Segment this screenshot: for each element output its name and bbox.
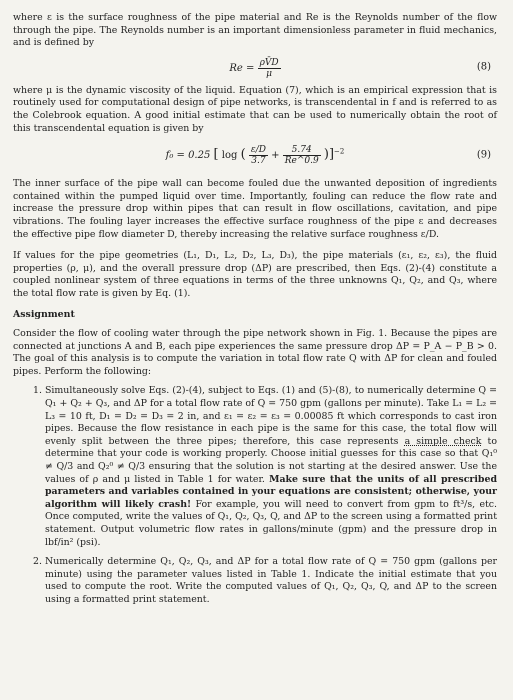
paragraph-colebrook: where μ is the dynamic viscosity of the liquid. Equation (7), which is an empirical expression that is routinely used for computational design of pipe networks, is transcendental in f and is referred to as the Colebrook equation. A good initial estimate that can be used to numerically obtain the root of this transcendental equation is given by (13, 84, 497, 134)
eq9-log: log (221, 150, 238, 162)
paragraph-assignment: Consider the flow of cooling water through the pipe network shown in Fig. 1. Because the pipes are connected at junctions A and B, each pipe experiences the same pressure drop ΔP = P_A − P_B > 0. The goal of this analysis is to compute the variation in total flow rate Q with ΔP for clean and fouled pipes. Perform the following: (13, 328, 497, 377)
list-item (33, 385, 497, 549)
eq9-fraction-1 (249, 145, 268, 166)
task-list (33, 385, 497, 606)
eq9-lhs: f₀ = 0.25 (165, 150, 211, 162)
list-item-number: 1. (33, 385, 42, 397)
intro-paragraph: where ε is the surface roughness of the pipe material and Re is the Reynolds number of the flow through the pipe. The Reynolds number is an important dimensionless parameter in fluid mechanics, and is defined by (13, 12, 497, 49)
eq8-lhs: Re = (229, 62, 255, 74)
eq8-number: (8) (476, 61, 491, 73)
eq9-exponent: −2 (334, 147, 345, 156)
assignment-heading: Assignment (13, 308, 75, 320)
list-item (33, 556, 497, 606)
equation-9: f₀ = 0.25 [ log ( $\frac{\varepsilon/D}{3.7}$ + $\frac{5.74}{Re\^{}0.9}$ )]$^{-2}$ (9) (165, 145, 491, 167)
eq8-denominator: μ (266, 68, 273, 79)
list-item-body: Numerically determine Q₁, Q₂, Q₃, and ΔP for a total flow rate of Q = 750 gpm (gallons per minute) using the parameter values listed in Table 1. Indicate the initial estimate that you used to compute the root. Write the computed values of Q₁, Q₂, Q₃, Q, and ΔP to the screen using a formatted print statement. (45, 556, 497, 605)
eq9-plus: + (271, 150, 280, 162)
eq9-frac2-denominator: Re^0.9 (284, 156, 319, 167)
eq9-frac2-numerator: 5.74 (283, 145, 321, 156)
eq9-frac1-denominator: 3.7 (251, 156, 266, 167)
eq8-numerator: ρV̄D (259, 57, 279, 68)
eq9-number: (9) (476, 149, 491, 161)
simple-check-text: a simple check (404, 435, 482, 447)
list-item-number: 2. (33, 556, 42, 568)
eq9-frac1-numerator: ε/D (250, 145, 266, 156)
equation-8 (13, 58, 497, 79)
eq8-fraction (258, 58, 281, 79)
paragraph-fouling: The inner surface of the pipe wall can become fouled due the unwanted deposition of ingredients contained within the pumped liquid over time. Importantly, fouling can reduce the flow rate and increase the pressure drop within pipes that can result in flow oscillations, cavitation, and pipe vibrations. The fouling layer increases the effective surface roughness of the pipe ε and decreases the effective pipe flow diameter D, thereby increasing the relative surface roughness ε/D. (13, 178, 497, 240)
eq9-fraction-2 (283, 145, 321, 166)
paragraph-geometries: If values for the pipe geometries (L₁, D₁, L₂, D₂, L₃, D₃), the pipe materials (ε₁, ε₂, ε₃), the fluid properties (ρ, μ), and the overall pressure drop (ΔP) are prescribed, then Eqs. (2)-(4) constitute a coupled nonlinear system of three equations in terms of the three unknowns Q₁, Q₂, and Q₃, where the total flow rate is given by Eq. (1). (13, 250, 497, 299)
units-warning: Make sure that the units of all prescribed parameters and variables contained in your equations are consistent; otherwise, your algorithm will likely crash! (45, 473, 497, 510)
list-item-body: Simultaneously solve Eqs. (2)-(4), subject to Eqs. (1) and (5)-(8), to numerically determine Q = Q₁ + Q₂ + Q₃, and ΔP for a total flow rate of Q = 750 gpm (gallons per minute). Take L₁ = L₂ = L₃ = 10 ft, D₁ = D₂ = D₃ = 2 in, and ε₁ = ε₂ = ε₃ = 0.00085 ft which corresponds to cast iron pipes. Because the flow resistance in each pipe is the same for this case, the total flow will evenly split between the three pipes; therefore, this case represents a simple check to determine that your code is working properly. Choose initial guesses for this case so that Q₁⁰ ≠ Q/3 and Q₂⁰ ≠ Q/3 ensuring that the solution is not starting at the desired answer. Use the values of ρ and μ listed in Table 1 for water. Make sure that the units of all prescribed parameters and variables contained in your equations are consistent; otherwise, your algorithm will likely crash! For example, you will need to convert from gpm to ft³/s, etc. Once computed, write the values of Q₁, Q₂, Q₃, Q, and ΔP to the screen using a formatted print statement. Output volumetric flow rates in gallons/minute (gpm) and the pressure drop in lbf/in² (psi). (45, 385, 497, 548)
